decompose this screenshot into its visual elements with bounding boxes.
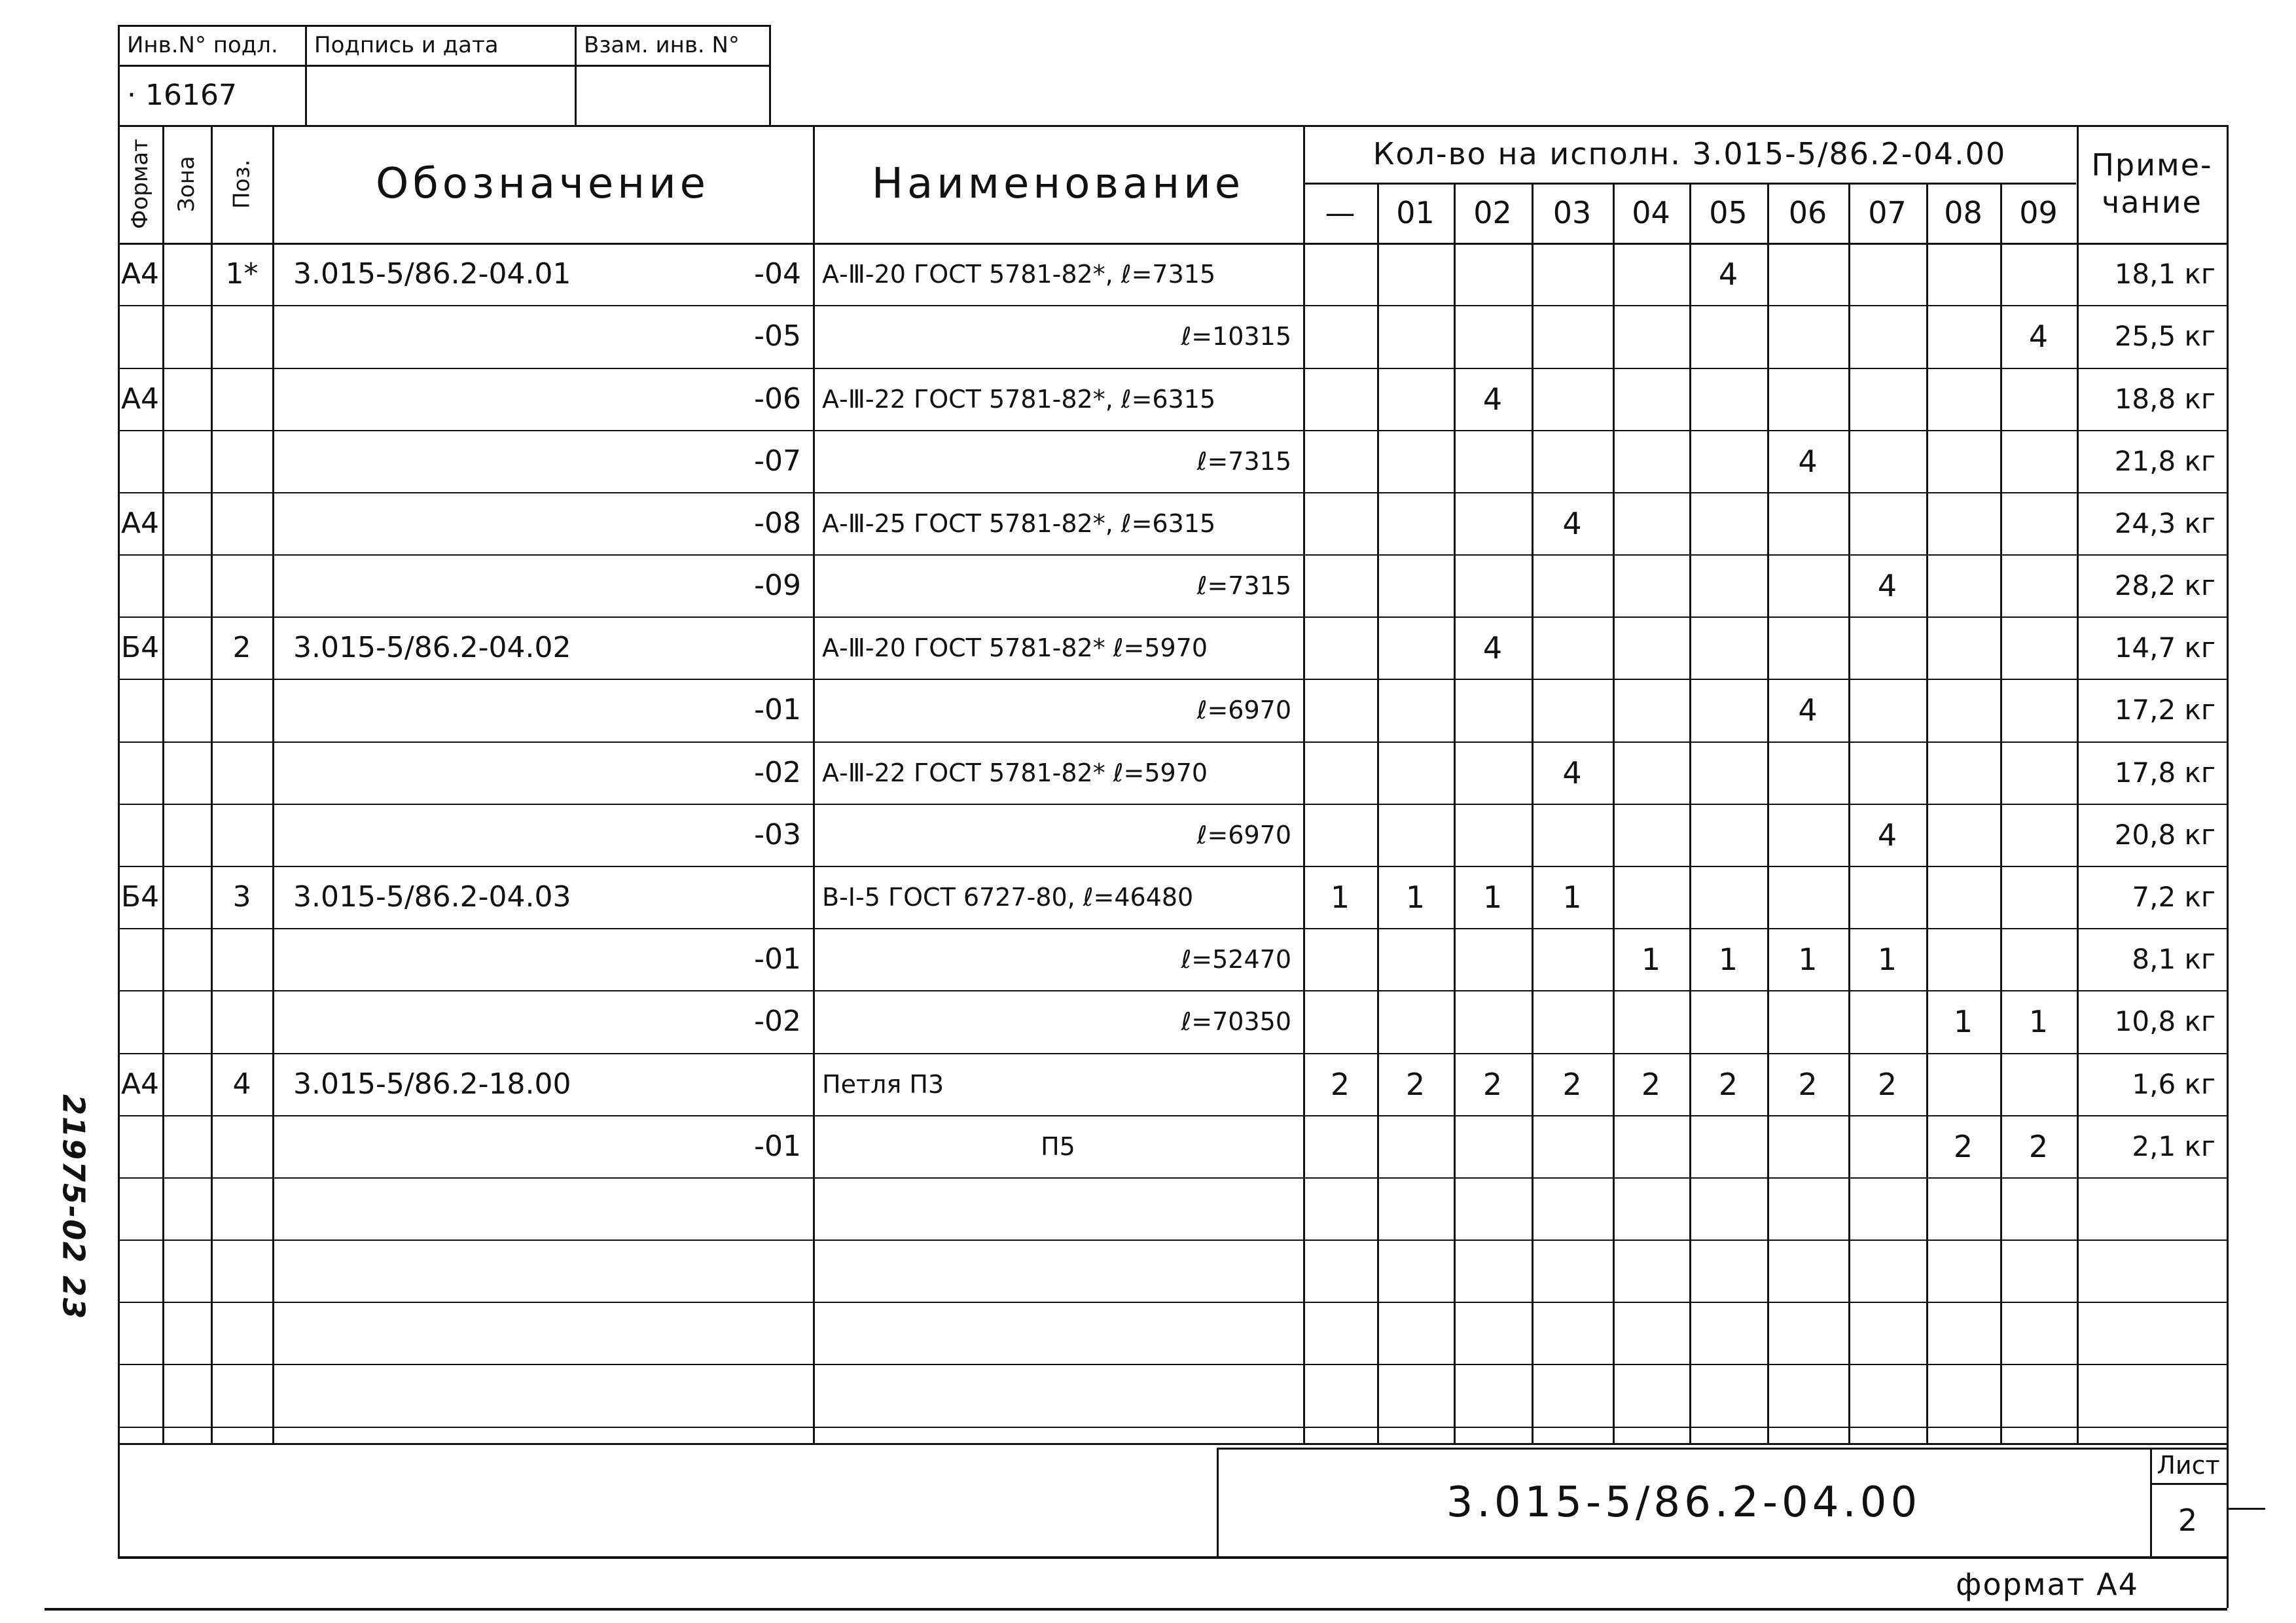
row-position	[211, 804, 273, 866]
row-note: 7,2 кг	[2132, 881, 2215, 913]
row-qty-06	[1767, 866, 1848, 928]
row-qty-03	[1532, 616, 1613, 679]
row-qty-01	[1377, 679, 1454, 741]
horizontal-rule	[118, 1240, 2227, 1241]
row-qty-—	[1303, 492, 1377, 554]
row-qty-04	[1613, 368, 1689, 430]
header-designation: Обозначение	[375, 160, 710, 208]
row-qty-—	[1303, 804, 1377, 866]
row-qty-02	[1454, 554, 1532, 616]
stamp-value-2	[575, 65, 769, 125]
row-format: А4	[120, 382, 160, 416]
row-qty-08	[1926, 1053, 2000, 1115]
row-qty-07	[1848, 741, 1926, 804]
row-name: ℓ=52470	[1181, 944, 1291, 974]
row-qty-07	[1848, 430, 1926, 492]
row-qty-08: 1	[1953, 1003, 1973, 1039]
row-qty-04	[1613, 866, 1689, 928]
row-qty-—	[1303, 368, 1377, 430]
row-qty-01: 2	[1405, 1066, 1426, 1102]
row-designation	[284, 305, 726, 367]
row-qty-04	[1613, 1115, 1689, 1177]
row-designation-suffix: -01	[754, 942, 801, 976]
row-position	[211, 1115, 273, 1177]
stamp-value-0: · 16167	[127, 78, 237, 112]
row-designation-suffix	[700, 866, 813, 928]
row-note: 8,1 кг	[2132, 943, 2215, 975]
vertical-rule	[2227, 1556, 2229, 1608]
vertical-rule	[2227, 1443, 2229, 1556]
row-qty-01	[1377, 368, 1454, 430]
row-qty-08	[1926, 804, 2000, 866]
row-qty-03	[1532, 368, 1613, 430]
row-qty-05	[1689, 741, 1767, 804]
row-qty-09: 4	[2028, 318, 2049, 354]
row-note: 17,2 кг	[2114, 694, 2215, 726]
row-qty-03: 1	[1562, 879, 1582, 915]
row-qty-04	[1613, 430, 1689, 492]
row-qty-04	[1613, 243, 1689, 305]
row-position	[211, 554, 273, 616]
row-designation-suffix: -01	[754, 1130, 801, 1163]
row-qty-03	[1532, 804, 1613, 866]
header-qty-group: Кол-во на исполн. 3.015-5/86.2-04.00	[1372, 136, 2007, 171]
header-pos: Поз.	[228, 159, 255, 209]
row-qty-07	[1848, 866, 1926, 928]
row-qty-02	[1454, 243, 1532, 305]
row-designation	[284, 679, 726, 741]
row-designation-suffix: -07	[754, 444, 801, 478]
row-qty-06: 2	[1798, 1066, 1818, 1102]
header-format: Формат	[127, 139, 153, 229]
row-qty-06	[1767, 616, 1848, 679]
row-qty-09	[2000, 928, 2077, 990]
horizontal-rule	[118, 1364, 2227, 1365]
row-qty-—	[1303, 1115, 1377, 1177]
row-name: Петля П3	[822, 1069, 944, 1099]
row-designation-suffix: -06	[754, 382, 801, 416]
row-qty-07: 4	[1877, 817, 1897, 853]
row-format	[118, 1115, 162, 1177]
row-qty-06: 1	[1798, 941, 1818, 977]
row-qty-04	[1613, 990, 1689, 1052]
header-note: Приме- чание	[2091, 147, 2213, 220]
row-qty-08	[1926, 492, 2000, 554]
vertical-rule	[118, 1443, 120, 1556]
row-note: 18,1 кг	[2114, 258, 2215, 290]
row-qty-05	[1689, 492, 1767, 554]
row-qty-03	[1532, 243, 1613, 305]
row-position: 1*	[225, 257, 259, 291]
row-format	[118, 990, 162, 1052]
row-qty-09	[2000, 616, 2077, 679]
header-name: Наименование	[871, 160, 1245, 208]
row-qty-03	[1532, 928, 1613, 990]
row-qty-06	[1767, 990, 1848, 1052]
horizontal-rule	[45, 1608, 2227, 1611]
row-qty-06	[1767, 243, 1848, 305]
row-name: ℓ=6970	[1196, 820, 1291, 849]
row-qty-02	[1454, 679, 1532, 741]
side-archive-note: 21975-02 23	[56, 1094, 92, 1321]
row-qty-—	[1303, 616, 1377, 679]
row-qty-02	[1454, 305, 1532, 367]
row-qty-05	[1689, 866, 1767, 928]
row-format: Б4	[120, 880, 160, 914]
row-designation: 3.015-5/86.2-04.02	[293, 631, 571, 664]
row-qty-07: 2	[1877, 1066, 1897, 1102]
row-qty-01: 1	[1405, 879, 1426, 915]
horizontal-rule	[118, 1177, 2227, 1179]
row-qty-05	[1689, 305, 1767, 367]
header-qty-col-7: 07	[1868, 195, 1907, 230]
row-qty-03: 4	[1562, 505, 1582, 541]
row-qty-08	[1926, 243, 2000, 305]
row-qty-03	[1532, 679, 1613, 741]
row-qty-—	[1303, 305, 1377, 367]
row-designation: 3.015-5/86.2-04.03	[293, 880, 571, 914]
row-qty-—	[1303, 554, 1377, 616]
row-qty-02	[1454, 430, 1532, 492]
document-code: 3.015-5/86.2-04.00	[1446, 1478, 1922, 1527]
format-note: формат А4	[1956, 1567, 2139, 1602]
row-designation-suffix: -02	[754, 1005, 801, 1038]
row-position	[211, 492, 273, 554]
vertical-rule	[769, 25, 771, 125]
row-qty-—: 2	[1330, 1066, 1350, 1102]
row-qty-05	[1689, 1115, 1767, 1177]
row-note: 17,8 кг	[2114, 757, 2215, 789]
row-qty-06: 4	[1798, 692, 1818, 728]
horizontal-rule	[118, 1302, 2227, 1303]
row-note: 14,7 кг	[2114, 632, 2215, 664]
row-qty-05: 4	[1718, 256, 1738, 292]
row-name: ℓ=7315	[1196, 446, 1291, 476]
header-qty-col-9: 09	[2019, 195, 2058, 230]
row-qty-09	[2000, 1053, 2077, 1115]
row-note: 1,6 кг	[2132, 1068, 2215, 1100]
row-qty-04	[1613, 305, 1689, 367]
row-qty-—	[1303, 928, 1377, 990]
row-qty-08	[1926, 616, 2000, 679]
row-qty-02	[1454, 492, 1532, 554]
row-name: ℓ=6970	[1196, 695, 1291, 724]
row-designation	[284, 492, 726, 554]
row-note: 28,2 кг	[2114, 569, 2215, 601]
row-qty-07	[1848, 368, 1926, 430]
row-position	[211, 305, 273, 367]
row-qty-05: 1	[1718, 941, 1738, 977]
row-format	[118, 305, 162, 367]
row-qty-01	[1377, 554, 1454, 616]
row-qty-06: 4	[1798, 443, 1818, 479]
row-format	[118, 928, 162, 990]
row-qty-—	[1303, 243, 1377, 305]
row-format: Б4	[120, 631, 160, 664]
row-qty-08	[1926, 305, 2000, 367]
row-note: 24,3 кг	[2114, 507, 2215, 539]
row-qty-05	[1689, 990, 1767, 1052]
row-qty-01	[1377, 430, 1454, 492]
row-format	[118, 741, 162, 804]
row-qty-09	[2000, 243, 2077, 305]
row-note: 10,8 кг	[2114, 1005, 2215, 1037]
row-qty-06	[1767, 368, 1848, 430]
row-qty-02	[1454, 741, 1532, 804]
row-qty-08	[1926, 554, 2000, 616]
row-qty-05	[1689, 554, 1767, 616]
row-qty-04	[1613, 554, 1689, 616]
row-qty-09	[2000, 679, 2077, 741]
row-position	[211, 679, 273, 741]
row-qty-04	[1613, 616, 1689, 679]
row-qty-04	[1613, 679, 1689, 741]
row-designation	[284, 1115, 726, 1177]
row-qty-09	[2000, 492, 2077, 554]
row-format	[118, 679, 162, 741]
row-qty-01	[1377, 928, 1454, 990]
stamp-header-1: Подпись и дата	[314, 31, 499, 58]
horizontal-rule	[118, 1427, 2227, 1428]
row-qty-07	[1848, 243, 1926, 305]
row-qty-03	[1532, 430, 1613, 492]
header-qty-col-4: 04	[1632, 195, 1670, 230]
row-qty-04	[1613, 804, 1689, 866]
row-designation-suffix: -05	[754, 319, 801, 353]
row-qty-01	[1377, 1115, 1454, 1177]
row-qty-—	[1303, 990, 1377, 1052]
row-designation-suffix: -02	[754, 756, 801, 789]
row-note: 21,8 кг	[2114, 445, 2215, 477]
row-qty-05	[1689, 368, 1767, 430]
row-qty-06	[1767, 1115, 1848, 1177]
row-designation-suffix	[700, 1053, 813, 1115]
row-note: 18,8 кг	[2114, 383, 2215, 415]
row-qty-09	[2000, 866, 2077, 928]
header-qty-col-5: 05	[1709, 195, 1748, 230]
row-note: 25,5 кг	[2114, 320, 2215, 352]
row-name: П5	[1041, 1132, 1075, 1161]
row-qty-04: 2	[1641, 1066, 1661, 1102]
row-position: 3	[232, 880, 251, 914]
row-qty-01	[1377, 741, 1454, 804]
row-format	[118, 804, 162, 866]
row-qty-01	[1377, 804, 1454, 866]
row-designation-suffix: -08	[754, 507, 801, 540]
row-note: 2,1 кг	[2132, 1130, 2215, 1162]
row-qty-08	[1926, 741, 2000, 804]
stamp-header-2: Взам. инв. N°	[584, 31, 740, 58]
row-qty-—	[1303, 679, 1377, 741]
header-qty-col-6: 06	[1788, 195, 1827, 230]
row-qty-07	[1848, 616, 1926, 679]
row-qty-07: 1	[1877, 941, 1897, 977]
row-format	[118, 430, 162, 492]
sheet-number: 2	[2178, 1502, 2199, 1538]
row-qty-05	[1689, 679, 1767, 741]
horizontal-rule	[2227, 1508, 2265, 1510]
row-name: А-Ⅲ-25 ГОСТ 5781-82*, ℓ=6315	[822, 508, 1216, 538]
row-qty-09	[2000, 804, 2077, 866]
row-name: ℓ=70350	[1181, 1007, 1291, 1036]
row-qty-09	[2000, 368, 2077, 430]
row-qty-03	[1532, 1115, 1613, 1177]
row-qty-04	[1613, 492, 1689, 554]
row-designation-suffix: -04	[754, 257, 801, 291]
row-position: 2	[232, 631, 251, 664]
row-qty-08	[1926, 679, 2000, 741]
row-qty-03: 2	[1562, 1066, 1582, 1102]
row-format: А4	[120, 257, 160, 291]
row-name: А-Ⅲ-20 ГОСТ 5781-82* ℓ=5970	[822, 633, 1208, 662]
stamp-header-0: Инв.N° подл.	[127, 31, 278, 58]
row-designation	[284, 804, 726, 866]
row-qty-06	[1767, 305, 1848, 367]
row-qty-05: 2	[1718, 1066, 1738, 1102]
header-qty-col-3: 03	[1552, 195, 1592, 230]
row-format: А4	[120, 1067, 160, 1101]
vertical-rule	[162, 125, 164, 1443]
row-qty-09: 2	[2028, 1128, 2049, 1164]
header-qty-col-1: 01	[1396, 195, 1435, 230]
row-qty-01	[1377, 305, 1454, 367]
row-qty-07	[1848, 990, 1926, 1052]
row-position: 4	[232, 1067, 251, 1101]
row-designation	[284, 741, 726, 804]
row-qty-02: 2	[1482, 1066, 1503, 1102]
row-qty-08	[1926, 866, 2000, 928]
header-qty-col-8: 08	[1944, 195, 1982, 230]
row-qty-01	[1377, 990, 1454, 1052]
row-qty-05	[1689, 430, 1767, 492]
row-qty-02	[1454, 990, 1532, 1052]
row-position	[211, 928, 273, 990]
row-name: ℓ=7315	[1196, 571, 1291, 600]
row-designation-suffix: -01	[754, 693, 801, 726]
row-position	[211, 990, 273, 1052]
row-designation	[284, 368, 726, 430]
row-qty-—: 1	[1330, 879, 1350, 915]
row-qty-01	[1377, 492, 1454, 554]
row-qty-07	[1848, 305, 1926, 367]
horizontal-rule	[118, 1443, 2227, 1445]
row-qty-01	[1377, 243, 1454, 305]
row-designation	[284, 430, 726, 492]
row-qty-06	[1767, 554, 1848, 616]
row-qty-03: 4	[1562, 755, 1582, 791]
row-qty-07: 4	[1877, 567, 1897, 603]
sheet-label: Лист	[2157, 1451, 2220, 1480]
stamp-value-1	[305, 65, 575, 125]
row-qty-06	[1767, 741, 1848, 804]
row-qty-04: 1	[1641, 941, 1661, 977]
row-qty-02: 4	[1482, 630, 1503, 666]
row-qty-01	[1377, 616, 1454, 679]
row-qty-09	[2000, 741, 2077, 804]
row-qty-08: 2	[1953, 1128, 1973, 1164]
row-designation-suffix: -03	[754, 818, 801, 851]
row-name: А-Ⅲ-20 ГОСТ 5781-82*, ℓ=7315	[822, 259, 1216, 289]
header-qty-col-0: —	[1325, 195, 1355, 230]
header-qty-col-2: 02	[1473, 195, 1512, 230]
row-qty-09	[2000, 430, 2077, 492]
row-qty-08	[1926, 430, 2000, 492]
row-qty-03	[1532, 554, 1613, 616]
row-name: А-Ⅲ-22 ГОСТ 5781-82*, ℓ=6315	[822, 384, 1216, 414]
row-qty-06	[1767, 804, 1848, 866]
row-position	[211, 741, 273, 804]
row-name: ℓ=10315	[1181, 321, 1291, 351]
row-qty-02: 1	[1482, 879, 1503, 915]
row-designation	[284, 928, 726, 990]
row-position	[211, 368, 273, 430]
row-qty-02	[1454, 928, 1532, 990]
row-qty-03	[1532, 990, 1613, 1052]
row-format	[118, 554, 162, 616]
row-qty-05	[1689, 616, 1767, 679]
row-qty-02: 4	[1482, 381, 1503, 417]
row-designation: 3.015-5/86.2-18.00	[293, 1067, 571, 1101]
row-designation: 3.015-5/86.2-04.01	[293, 257, 571, 291]
row-qty-03	[1532, 305, 1613, 367]
row-qty-07	[1848, 1115, 1926, 1177]
row-qty-—	[1303, 430, 1377, 492]
row-designation-suffix: -09	[754, 569, 801, 602]
header-zone: Зона	[173, 156, 200, 212]
row-qty-06	[1767, 492, 1848, 554]
row-designation-suffix	[700, 616, 813, 679]
row-qty-09: 1	[2028, 1003, 2049, 1039]
row-qty-02	[1454, 804, 1532, 866]
row-position	[211, 430, 273, 492]
row-qty-08	[1926, 368, 2000, 430]
row-qty-07	[1848, 492, 1926, 554]
row-qty-07	[1848, 679, 1926, 741]
row-name: А-Ⅲ-22 ГОСТ 5781-82* ℓ=5970	[822, 758, 1208, 787]
row-format: А4	[120, 507, 160, 540]
row-qty-04	[1613, 741, 1689, 804]
row-qty-—	[1303, 741, 1377, 804]
row-qty-02	[1454, 1115, 1532, 1177]
row-qty-05	[1689, 804, 1767, 866]
row-designation	[284, 990, 726, 1052]
row-name: В-I-5 ГОСТ 6727-80, ℓ=46480	[822, 882, 1194, 912]
row-qty-09	[2000, 554, 2077, 616]
row-note: 20,8 кг	[2114, 819, 2215, 851]
row-qty-08	[1926, 928, 2000, 990]
row-designation	[284, 554, 726, 616]
